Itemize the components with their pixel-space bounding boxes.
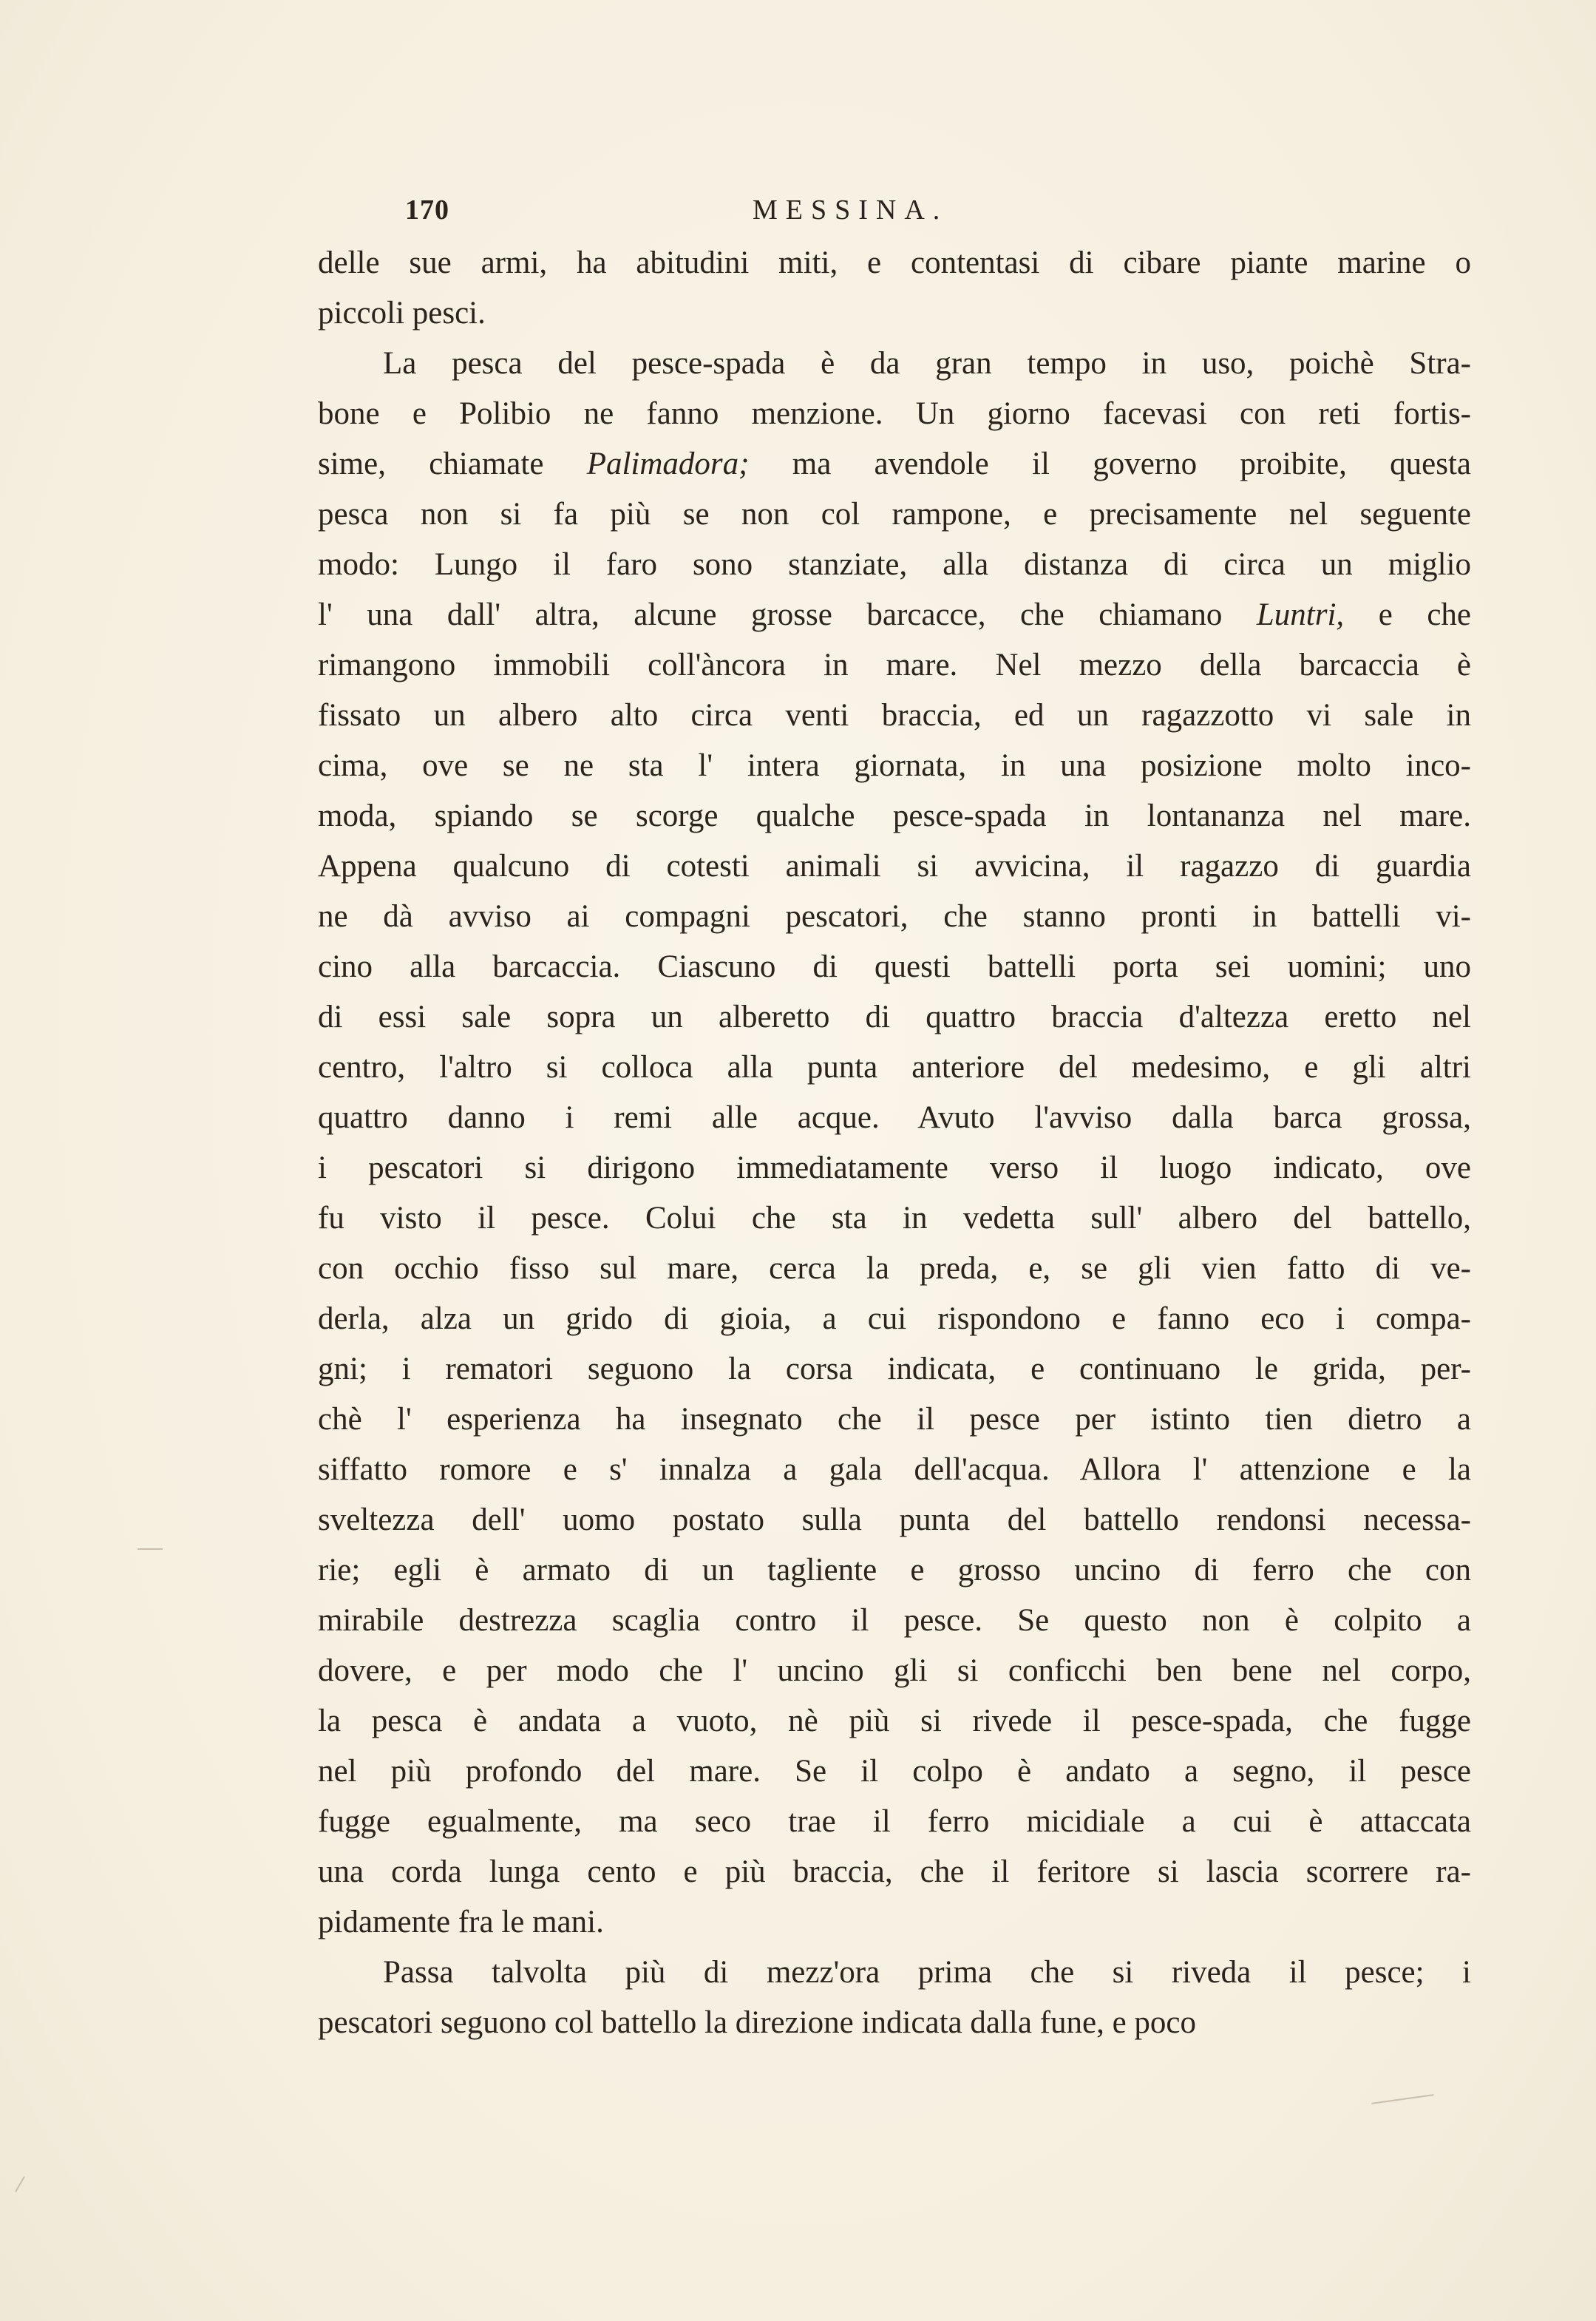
text-line: rie; egli è armato di un tagliente e grosso uncino di ferro che con bbox=[318, 1553, 1471, 1588]
text-line: gni; i rematori seguono la corsa indicata, e continuano le grida, per- bbox=[318, 1352, 1471, 1386]
italic-term: Luntri, bbox=[1256, 597, 1345, 632]
text-line: cima, ove se ne sta l' intera giornata, in una posizione molto inco- bbox=[318, 748, 1471, 783]
text-line: l' una dall' altra, alcune grosse barcacce, che chiamano Luntri, e che bbox=[318, 597, 1471, 632]
italic-term: Palimadora; bbox=[586, 447, 750, 481]
text-line: pidamente fra le mani. bbox=[318, 1905, 604, 1939]
text-line: siffatto romore e s' innalza a gala dell'acqua. Allora l' attenzione e la bbox=[318, 1452, 1471, 1487]
text-line: pesca non si fa più se non col rampone, e precisamente nel seguente bbox=[318, 497, 1471, 532]
text-line: fugge egualmente, ma seco trae il ferro micidiale a cui è attaccata bbox=[318, 1804, 1471, 1839]
text-line: Passa talvolta più di mezz'ora prima che si riveda il pesce; i bbox=[383, 1955, 1471, 1990]
text-line: mirabile destrezza scaglia contro il pesce. Se questo non è colpito a bbox=[318, 1603, 1471, 1638]
text-line: centro, l'altro si colloca alla punta anteriore del medesimo, e gli altri bbox=[318, 1050, 1471, 1085]
text-line: fissato un albero alto circa venti braccia, ed un ragazzotto vi sale in bbox=[318, 698, 1471, 733]
text-line: Appena qualcuno di cotesti animali si avvicina, il ragazzo di guardia bbox=[318, 849, 1471, 884]
text-line: cino alla barcaccia. Ciascuno di questi battelli porta sei uomini; uno bbox=[318, 949, 1471, 984]
margin-curve-mark bbox=[1371, 2094, 1433, 2104]
paragraph bbox=[318, 238, 1471, 339]
text-line: delle sue armi, ha abitudini miti, e contentasi di cibare piante marine o bbox=[318, 245, 1471, 280]
body-text bbox=[318, 238, 1471, 2048]
text-line: fu visto il pesce. Colui che sta in vedetta sull' albero del battello, bbox=[318, 1201, 1471, 1236]
text-line: modo: Lungo il faro sono stanziate, alla distanza di circa un miglio bbox=[318, 547, 1471, 582]
text-line: quattro danno i remi alle acque. Avuto l'avviso dalla barca grossa, bbox=[318, 1100, 1471, 1135]
text-line: la pesca è andata a vuoto, nè più si rivede il pesce-spada, che fugge bbox=[318, 1704, 1471, 1738]
text-line: sime, chiamate Palimadora; ma avendole il governo proibite, questa bbox=[318, 447, 1471, 481]
text-line: pescatori seguono col battello la direzione indicata dalla fune, e poco bbox=[318, 2005, 1197, 2040]
paragraph bbox=[318, 339, 1471, 1948]
text-line: sveltezza dell' uomo postato sulla punta del battello rendonsi necessa- bbox=[318, 1502, 1471, 1537]
text-line: con occhio fisso sul mare, cerca la preda, e, se gli vien fatto di ve- bbox=[318, 1251, 1471, 1286]
text-line: dovere, e per modo che l' uncino gli si conficchi ben bene nel corpo, bbox=[318, 1653, 1471, 1688]
margin-dash-mark bbox=[137, 1548, 163, 1550]
text-line: bone e Polibio ne fanno menzione. Un giorno facevasi con reti fortis- bbox=[318, 396, 1471, 431]
text-line: moda, spiando se scorge qualche pesce-spada in lontananza nel mare. bbox=[318, 799, 1471, 833]
running-head bbox=[318, 194, 1471, 231]
text-line: i pescatori si dirigono immediatamente verso il luogo indicato, ove bbox=[318, 1151, 1471, 1185]
text-line: piccoli pesci. bbox=[318, 296, 486, 331]
text-line: ne dà avviso ai compagni pescatori, che stanno pronti in battelli vi- bbox=[318, 899, 1471, 934]
paragraph bbox=[318, 1948, 1471, 2048]
text-line: derla, alza un grido di gioia, a cui rispondono e fanno eco i compa- bbox=[318, 1301, 1471, 1336]
corner-tick-mark bbox=[15, 2176, 25, 2192]
text-line: La pesca del pesce-spada è da gran tempo in uso, poichè Stra- bbox=[383, 346, 1471, 381]
text-line: nel più profondo del mare. Se il colpo è andato a segno, il pesce bbox=[318, 1754, 1471, 1789]
text-line: una corda lunga cento e più braccia, che il feritore si lascia scorrere ra- bbox=[318, 1854, 1471, 1889]
text-line: di essi sale sopra un alberetto di quattro braccia d'altezza eretto nel bbox=[318, 1000, 1471, 1034]
running-title: MESSINA. bbox=[753, 194, 948, 226]
page-number: 170 bbox=[405, 194, 449, 226]
text-line: rimangono immobili coll'àncora in mare. Nel mezzo della barcaccia è bbox=[318, 648, 1471, 682]
text-line: chè l' esperienza ha insegnato che il pesce per istinto tien dietro a bbox=[318, 1402, 1471, 1437]
